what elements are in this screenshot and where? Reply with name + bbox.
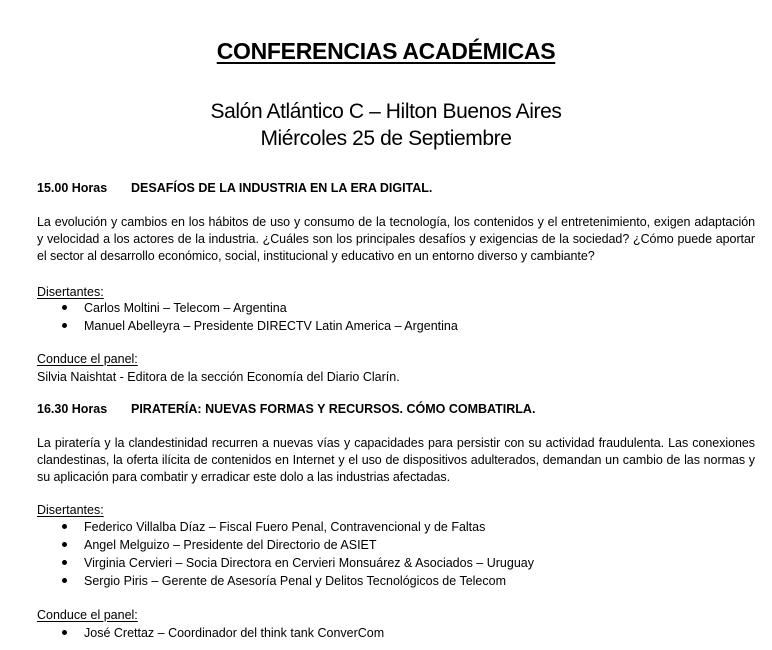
bullet-icon: [62, 524, 67, 529]
session-2-moderator: José Crettaz – Coordinador del think tank ConverCom: [84, 626, 385, 640]
speaker-name: Federico Villalba Díaz – Fiscal Fuero Penal, Contravencional y de Faltas: [84, 520, 486, 534]
venue-location: Salón Atlántico C – Hilton Buenos Aires: [210, 100, 562, 123]
session-1-moderator-label: Conduce el panel:: [37, 352, 138, 366]
session-2-speakers-label: Disertantes:: [37, 503, 104, 517]
bullet-icon: [62, 305, 67, 310]
page-title: CONFERENCIAS ACADÉMICAS: [216, 38, 556, 64]
session-1-description: La evolución y cambios en los hábitos de uso y consumo de la tecnología, los contenidos y el entretenimiento, exigen adaptación y velocidad a los actores de la industria. ¿Cuáles son los principales desafíos y exigencias de la sociedad? ¿Cómo puede aportar el sector al desarrollo económico, social, institucional y educativo en un entorno diverso y cambiante?: [37, 215, 755, 263]
session-2-title: PIRATERÍA: NUEVAS FORMAS Y RECURSOS. CÓMO COMBATIRLA.: [131, 402, 536, 416]
session-1-heading: [37, 180, 432, 196]
session-1-moderator: Silvia Naishtat - Editora de la sección Economía del Diario Clarín.: [37, 370, 400, 384]
speaker-name: Virginia Cervieri – Socia Directora en Cervieri Monsuárez & Asociados – Uruguay: [84, 556, 534, 570]
session-1-title: DESAFÍOS DE LA INDUSTRIA EN LA ERA DIGITAL.: [131, 181, 433, 195]
speaker-name: Manuel Abelleyra – Presidente DIRECTV Latin America – Argentina: [84, 319, 458, 333]
venue-date: Miércoles 25 de Septiembre: [260, 127, 512, 150]
session-2-time: 16.30 Horas: [37, 402, 108, 416]
venue-block: [0, 98, 772, 152]
bullet-icon: [62, 560, 67, 565]
session-2-description: La piratería y la clandestinidad recurren a nuevas vías y capacidades para persistir con su actividad fraudulenta. Las conexiones clandestinas, la oferta ilícita de contenidos en Internet y el uso de dispositivos adulterados, demandan un cambio de las normas y su aplicación para combatir y erradicar este dolo a las industrias afectadas.: [37, 436, 755, 484]
session-1-speakers-label: Disertantes:: [37, 285, 104, 299]
bullet-icon: [62, 323, 67, 328]
session-1-time: 15.00 Horas: [37, 181, 108, 195]
bullet-icon: [62, 630, 67, 635]
speaker-name: Carlos Moltini – Telecom – Argentina: [84, 301, 287, 315]
session-2-moderator-label: Conduce el panel:: [37, 608, 138, 622]
session-2-heading: [37, 401, 535, 417]
speaker-name: Sergio Piris – Gerente de Asesoría Penal y Delitos Tecnológicos de Telecom: [84, 574, 506, 588]
bullet-icon: [62, 542, 67, 547]
bullet-icon: [62, 578, 67, 583]
speaker-name: Angel Melguizo – Presidente del Directorio de ASIET: [84, 538, 377, 552]
